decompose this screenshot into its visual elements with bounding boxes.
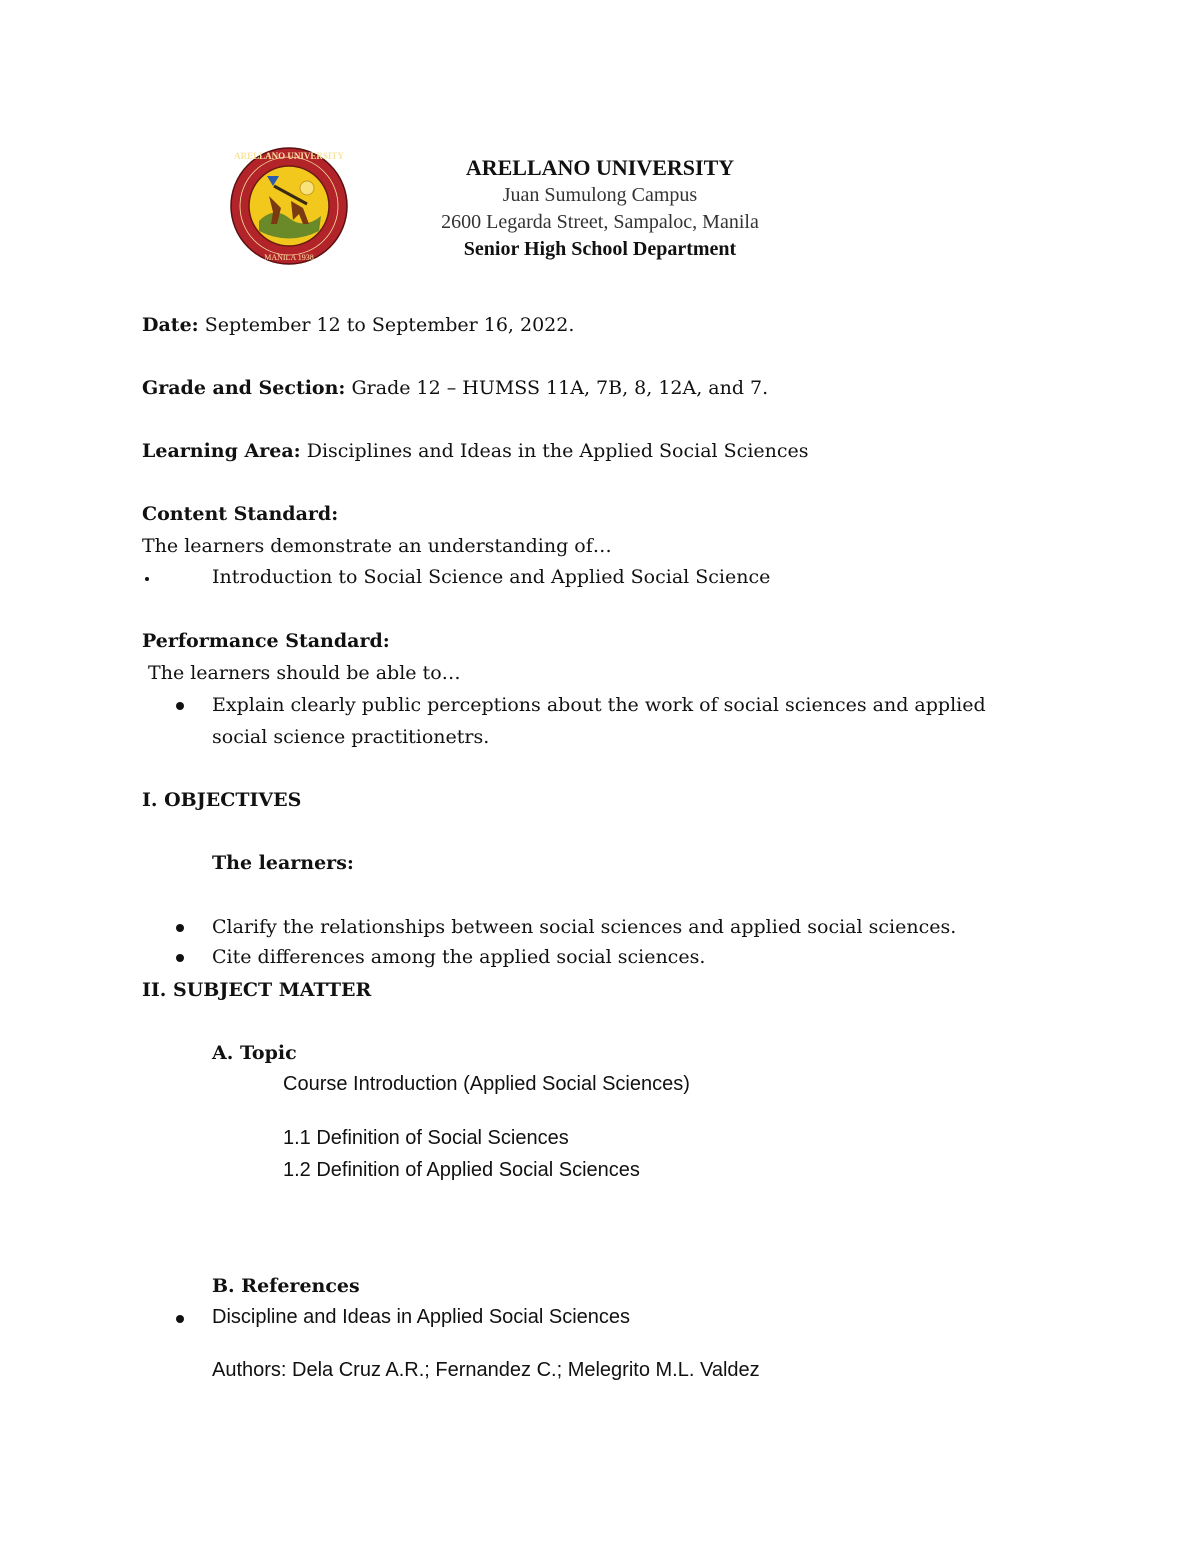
bullet-icon xyxy=(176,702,184,710)
objectives-heading: I. OBJECTIVES xyxy=(142,789,302,811)
objective-item: Clarify the relationships between social sciences and applied social sciences. xyxy=(212,916,957,938)
reference-item: Discipline and Ideas in Applied Social Sciences xyxy=(212,1306,631,1328)
university-seal-logo xyxy=(229,146,349,266)
date-value: September 12 to September 16, 2022. xyxy=(198,314,575,336)
performance-standard-intro: The learners should be able to… xyxy=(142,662,461,684)
grade-section-line xyxy=(142,377,768,399)
objective-item: Cite differences among the applied social sciences. xyxy=(212,946,706,968)
campus-address: 2600 Legarda Street, Sampaloc, Manila xyxy=(441,211,759,233)
svg-text:ARELLANO UNIVERSITY: ARELLANO UNIVERSITY xyxy=(234,151,344,161)
reference-authors: Authors: Dela Cruz A.R.; Fernandez C.; Melegrito M.L. Valdez xyxy=(212,1359,760,1381)
topic-title: Course Introduction (Applied Social Sciences) xyxy=(283,1073,690,1095)
learning-area-label: Learning Area: xyxy=(142,440,301,462)
learning-area-line xyxy=(142,440,809,462)
learning-area-value: Disciplines and Ideas in the Applied Social Sciences xyxy=(300,440,809,462)
content-standard-item: Introduction to Social Science and Applied Social Science xyxy=(212,566,771,588)
bullet-icon xyxy=(176,1315,184,1323)
bullet-icon xyxy=(145,577,149,581)
bullet-icon xyxy=(176,954,184,962)
performance-standard-heading: Performance Standard: xyxy=(142,630,390,652)
performance-item-line2: social science practitionetrs. xyxy=(212,726,490,748)
date-label: Date: xyxy=(142,314,199,336)
topic-item: 1.1 Definition of Social Sciences xyxy=(283,1127,569,1149)
topic-item: 1.2 Definition of Applied Social Sciences xyxy=(283,1159,640,1181)
subject-matter-heading: II. SUBJECT MATTER xyxy=(142,979,372,1001)
campus-name: Juan Sumulong Campus xyxy=(502,184,698,206)
references-heading: B. References xyxy=(212,1275,360,1297)
grade-label: Grade and Section: xyxy=(142,377,346,399)
performance-item-line1: Explain clearly public perceptions about the work of social sciences and applied xyxy=(212,694,986,716)
content-standard-heading: Content Standard: xyxy=(142,503,339,525)
objectives-subheading: The learners: xyxy=(212,852,354,874)
bullet-icon xyxy=(176,924,184,932)
content-standard-intro: The learners demonstrate an understanding of… xyxy=(142,535,612,557)
svg-text:MANILA 1938: MANILA 1938 xyxy=(264,253,314,262)
university-name: ARELLANO UNIVERSITY xyxy=(465,155,735,180)
topic-heading: A. Topic xyxy=(212,1042,297,1064)
grade-value: Grade 12 – HUMSS 11A, 7B, 8, 12A, and 7. xyxy=(345,377,769,399)
date-line xyxy=(142,314,574,336)
department-name: Senior High School Department xyxy=(463,238,737,260)
